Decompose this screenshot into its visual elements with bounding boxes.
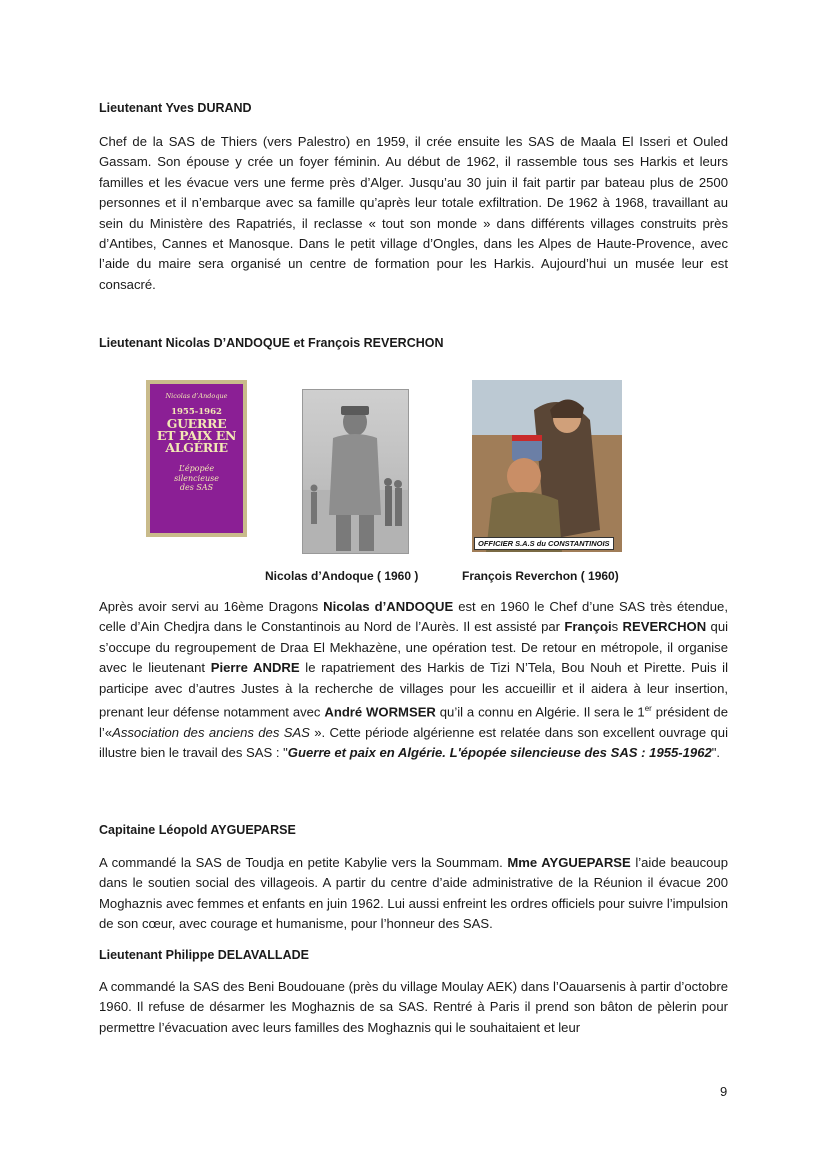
- officer-photo-graphic: [303, 390, 408, 553]
- heading-delavallade: Lieutenant Philippe DELAVALLADE: [99, 948, 309, 962]
- heading-dandoque: Lieutenant Nicolas D’ANDOQUE et François REVERCHON: [99, 336, 444, 350]
- caption-francois: François Reverchon ( 1960): [462, 569, 619, 583]
- page-number: 9: [720, 1084, 728, 1099]
- paragraph-dandoque: Après avoir servi au 16ème Dragons Nicolas d’ANDOQUE est en 1960 le Chef d’une SAS très étendue, celle d’Ain Chedjra dans le Constantinois au Nord de l’Aurès. Il est assisté par François REVERCHON qui s’occupe du regroupement de Draa El Mekhazène, une opération test. De retour en métropole, il organise avec le lieutenant Pierre ANDRE le rapatriement des Harkis de Tizi N’Tela, Bou Nouh et Pirette. Puis il participe avec d’autres Justes à la recherche de villages pour les accueillir et il aidera à leur insertion, prenant leur défense notamment avec André WORMSER qu’il a connu en Algérie. Il sera le 1er président de l’«Association des anciens des SAS ». Cette période algérienne est relatée dans son excellent ouvrage qui illustre bien le travail des SAS : "Guerre et paix en Algérie. L'épopée silencieuse des SAS : 1955-1962".: [99, 599, 729, 761]
- book-years: 1955-1962: [171, 407, 222, 417]
- officer-child-photo-graphic: [472, 380, 622, 552]
- book-author: Nicolas d’Andoque: [165, 392, 228, 400]
- book-cover-image: [146, 380, 247, 537]
- book-subtitle: L’épopée silencieuse des SAS: [174, 464, 219, 492]
- paragraph-ayguéparse: A commandé la SAS de Toudja en petite Kabylie vers la Soummam. Mme AYGUEPARSE l’aide beaucoup dans le soutien social des villageois. A partir du centre d’aide administrative de la Réunion il évacue 200 Moghaznis avec femmes et enfants en juin 1962. Lui aussi enfreint les ordres officiels pour suivre l’impulsion de son cœur, avec courage et humanisme, pour l’honneur des SAS.: [99, 855, 729, 932]
- heading-durand: Lieutenant Yves DURAND: [99, 101, 252, 115]
- paragraph-delavallade: A commandé la SAS des Beni Boudouane (près du village Moulay AEK) dans l’Oauarsenis à partir d’octobre 1960. Il refuse de désarmer les Moghaznis de sa SAS. Rentré à Paris il prend son bâton de pèlerin pour permettre l’évacuation avec leurs familles des Moghaznis qui le souhaitaient et leur: [99, 979, 728, 1035]
- caption-nicolas: Nicolas d’Andoque ( 1960 ): [265, 569, 419, 583]
- paragraph-durand: Chef de la SAS de Thiers (vers Palestro) en 1959, il crée ensuite les SAS de Maala El Isseri et Ouled Gassam. Son épouse y crée un foyer féminin. Au début de 1962, il rassemble tous ses Harkis et leurs familles et les évacue vers une ferme près d’Alger. Jusqu’au 30 juin il fait partir par bateau plus de 2500 personnes et il n’embarque avec sa famille qu’après leur totale exfiltration. De 1962 à 1968, travaillant au sein du Ministère des Rapatriés, il reclasse « tout son monde » dans différents villages construits près d’Antibes, Cannes et Manosque. Dans le petit village d’Ongles, dans les Alpes de Haute-Provence, avec l’aide du maire sera organisé un centre de formation pour les Harkis. Aujourd’hui un musée leur est consacré.: [99, 134, 728, 292]
- book-title: GUERRE ET PAIX EN ALGÉRIE: [156, 416, 237, 455]
- heading-ayguéparse: Capitaine Léopold AYGUEPARSE: [99, 823, 296, 837]
- photo-nicolas-dandoque: [302, 389, 409, 554]
- photo-francois-reverchon: [472, 380, 622, 552]
- photo-label: OFFICIER S.A.S du CONSTANTINOIS: [474, 537, 614, 550]
